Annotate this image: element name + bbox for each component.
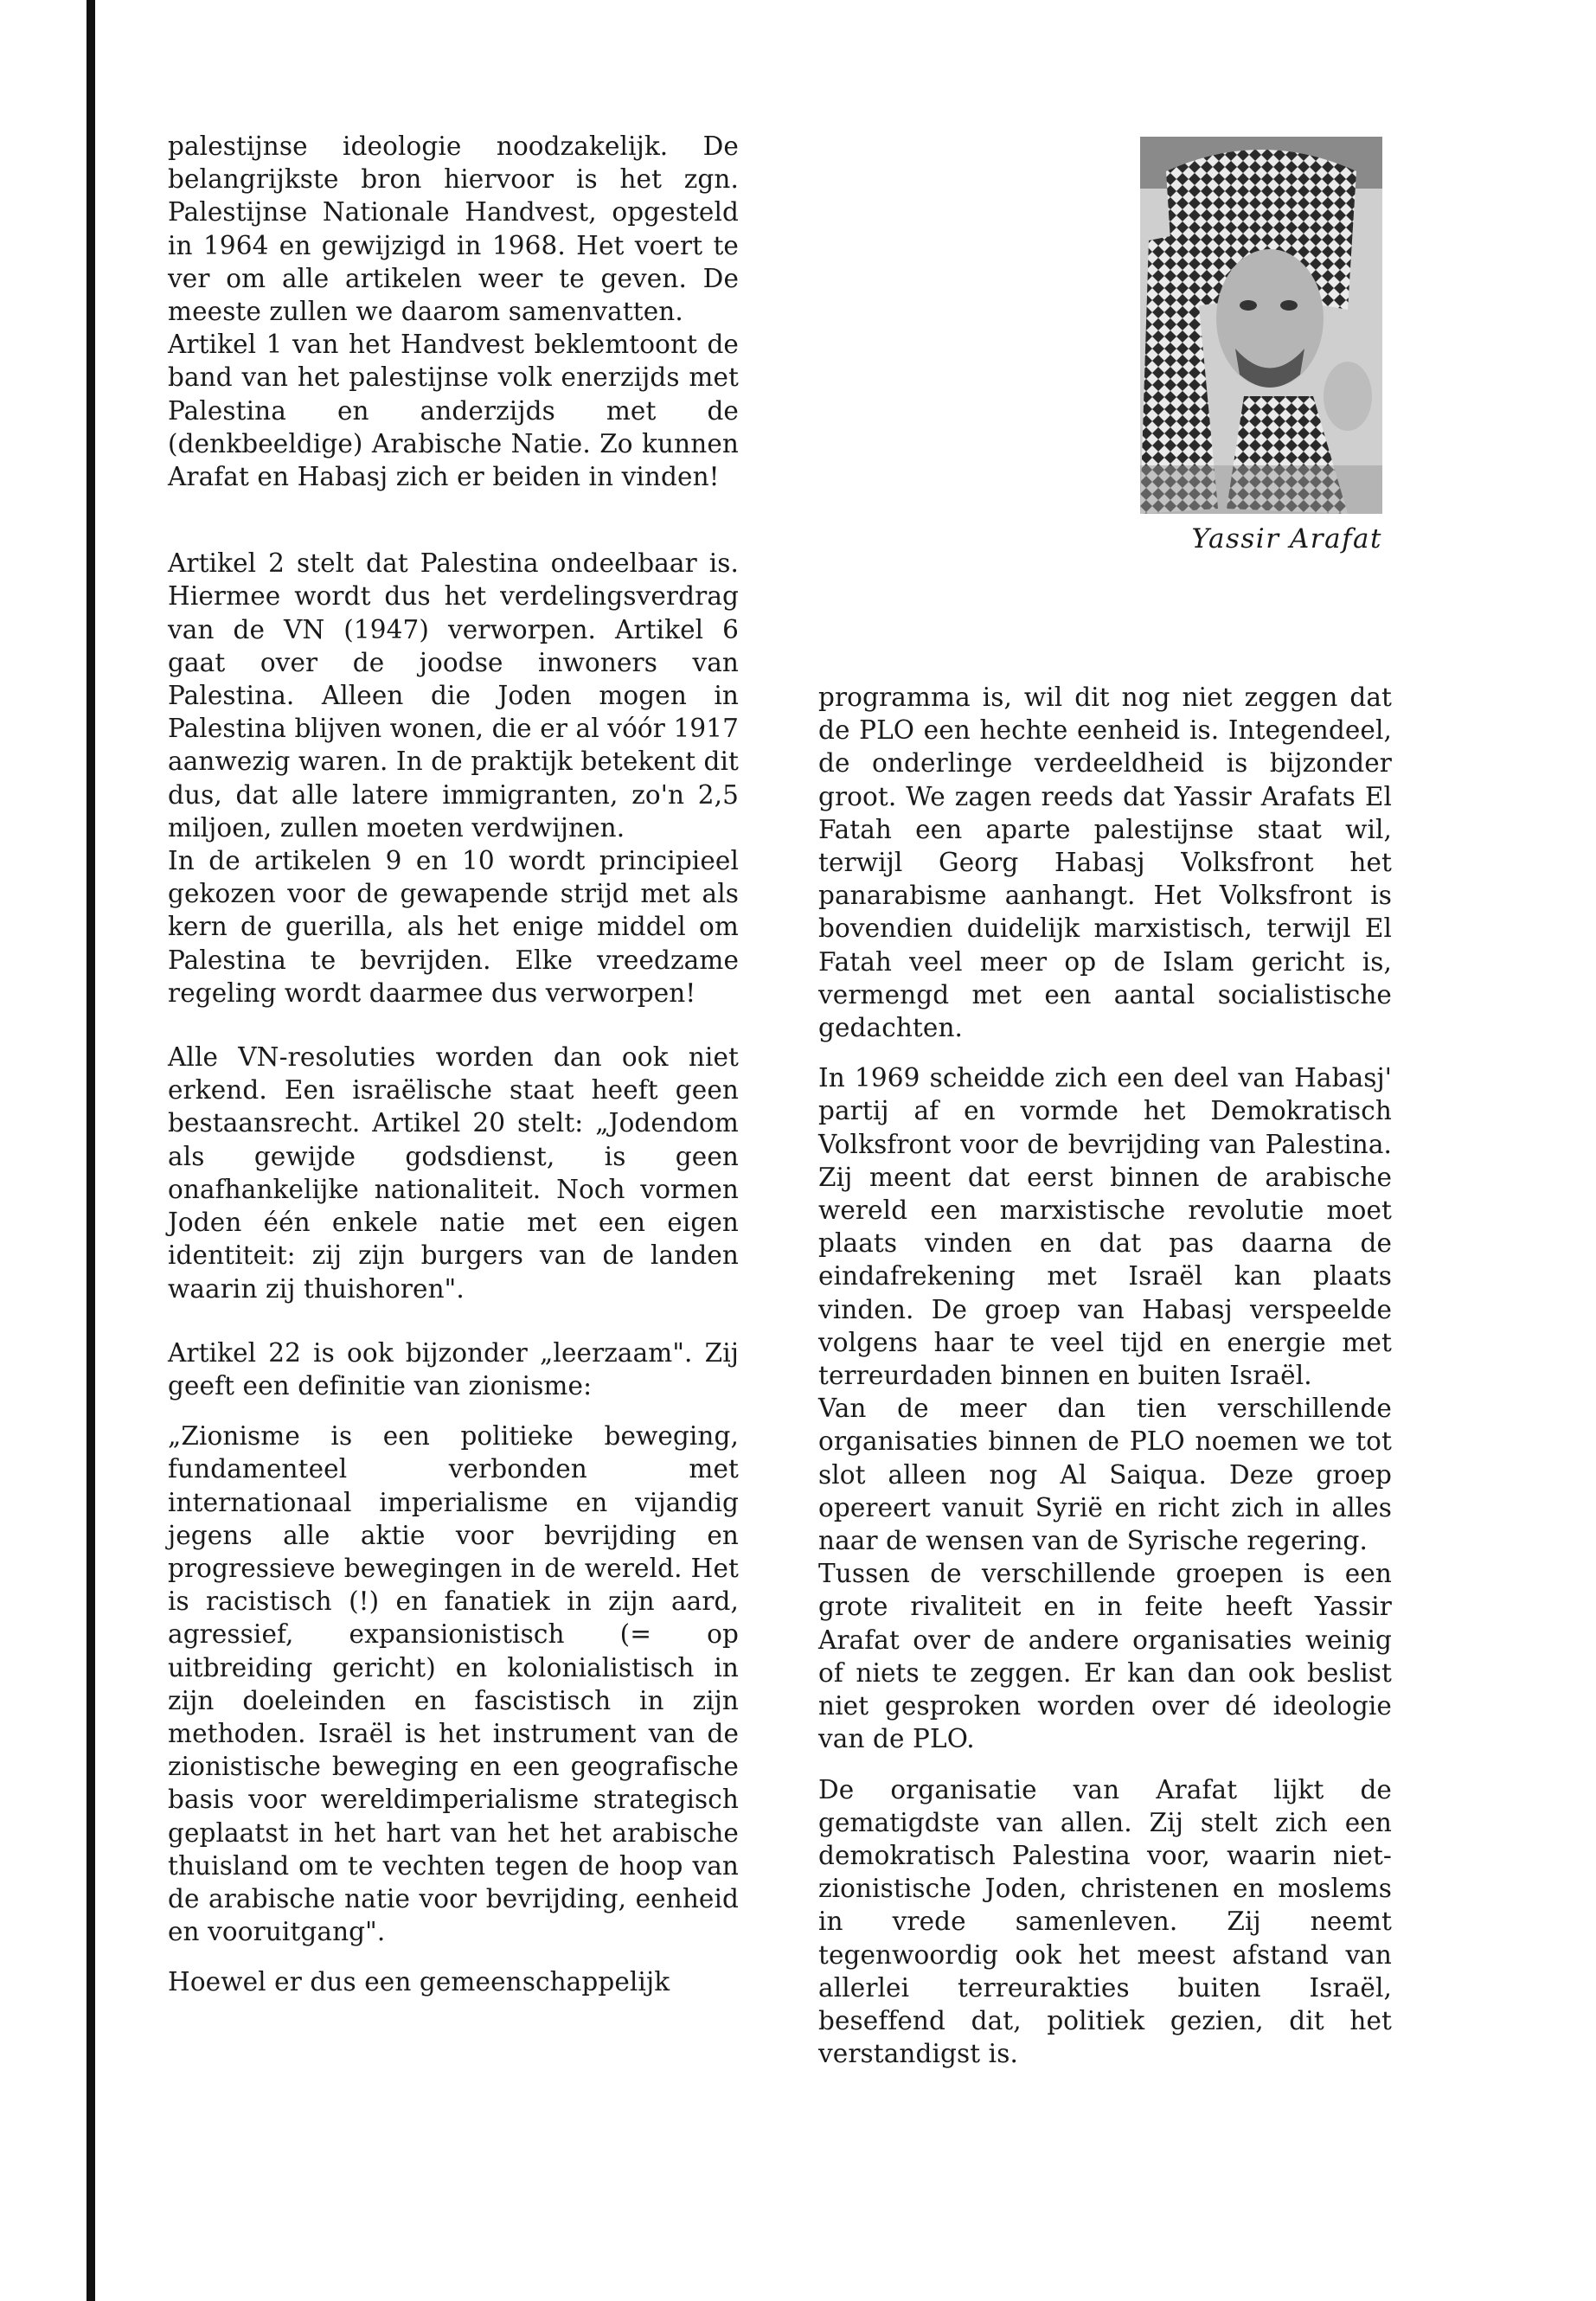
paragraph: Van de meer dan tien verschillende organisaties binnen de PLO noemen we tot slot alleen nog Al Saiqua. Deze groep opereert vanuit Syrië en richt zich in alles naar de wensen van de Syrische regering. (818, 1394, 1392, 1556)
quote-paragraph: „Zionisme is een politieke beweging, fundamenteel verbonden met internationaal imperialisme en vijandig jegens alle aktie voor bevrijding en progressieve bewegingen in de wereld. Het is racistisch (!) en fanatiek in zijn aard, agressief, expansionistisch (= op uitbreiding gericht) en kolonialistisch in zijn doeleinden en fascistisch in zijn methoden. Israël is het instrument van de zionistische beweging en een geografische basis voor wereldimperialisme strategisch geplaatst in het hart van het het arabische thuisland om te vechten tegen de hoop van de arabische natie voor bevrijding, eenheid en vooruitgang". (168, 1421, 739, 1947)
paragraph: In 1969 scheidde zich een deel van Habasj' partij af en vormde het Demokratisch Volksfront voor de bevrijding van Palestina. Zij meent dat eerst binnen de arabische wereld een marxistische revolutie moet plaats vinden en dat pas daarna de eindafrekening met Israël kan plaats vinden. De groep van Habasj verspeelde volgens haar te veel tijd en energie met terreurdaden binnen en buiten Israël. (818, 1063, 1392, 1391)
paragraph: De organisatie van Arafat lijkt de gematigdste van allen. Zij stelt zich een demokratisch Palestina voor, waarin niet-zionistische Joden, christenen en moslems in vrede samenleven. Zij neemt tegenwoordig ook het meest afstand van allerlei terreurakties buiten Israël, beseffend dat, politiek gezien, dit het verstandigst is. (818, 1774, 1392, 2069)
paragraph: In de artikelen 9 en 10 wordt principieel gekozen voor de gewapende strijd met als kern de guerilla, als het enige middel om Palestina te bevrijden. Elke vreedzame regeling wordt daarmee dus verworpen! (168, 846, 739, 1008)
paragraph: programma is, wil dit nog niet zeggen dat de PLO een hechte eenheid is. Integendeel, de onderlinge verdeeldheid is bijzonder groot. We zagen reeds dat Yassir Arafats El Fatah een aparte palestijnse staat wil, terwijl Georg Habasj Volksfront het panarabisme aanhangt. Het Volksfront is bovendien duidelijk marxistisch, terwijl El Fatah veel meer op de Islam gericht is, vermengd met een aantal socialistische gedachten. (818, 683, 1392, 1043)
left-column (168, 130, 739, 1999)
scan-binding-edge (87, 0, 95, 2301)
paragraph: Artikel 1 van het Handvest beklemtoont de band van het palestijnse volk enerzijds met Palestina en anderzijds met de (denkbeeldige) Arabische Natie. Zo kunnen Arafat en Habasj zich er beiden in vinden! (168, 330, 739, 492)
photo-caption: Yassir Arafat (1191, 523, 1382, 554)
portrait-photo (1140, 137, 1382, 514)
right-column (818, 681, 1392, 2070)
paragraph: Alle VN-resoluties worden dan ook niet erkend. Een israëlische staat heeft geen bestaansrecht. Artikel 20 stelt: „Jodendom als gewijde godsdienst, is geen onafhankelijke nationaliteit. Noch vormen Joden één enkele natie met een eigen identiteit: zij zijn burgers van de landen waarin zij thuishoren". (168, 1042, 739, 1304)
paragraph: Tussen de verschillende groepen is een grote rivaliteit en in feite heeft Yassir Arafat over de andere organisaties weinig of niets te zeggen. Er kan dan ook beslist niet gesproken worden over dé ideologie van de PLO. (818, 1559, 1392, 1754)
paragraph: Hoewel er dus een gemeenschappelijk (168, 1967, 670, 1997)
paragraph: palestijnse ideologie noodzakelijk. De belangrijkste bron hiervoor is het zgn. Palestijnse Nationale Handvest, opgesteld in 1964 en gewijzigd in 1968. Het voert te ver om alle artikelen weer te geven. De meeste zullen we daarom samenvatten. (168, 131, 739, 327)
paragraph: Artikel 22 is ook bijzonder „leerzaam". Zij geeft een definitie van zionisme: (168, 1337, 739, 1400)
paragraph: Artikel 2 stelt dat Palestina ondeelbaar is. Hiermee wordt dus het verdelingsverdrag van de VN (1947) verworpen. Artikel 6 gaat over de joodse inwoners van Palestina. Alleen die Joden mogen in Palestina blijven wonen, die er al vóór 1917 aanwezig waren. In de praktijk betekent dit dus, dat alle latere immigranten, zo'n 2,5 miljoen, zullen moeten verdwijnen. (168, 548, 739, 843)
